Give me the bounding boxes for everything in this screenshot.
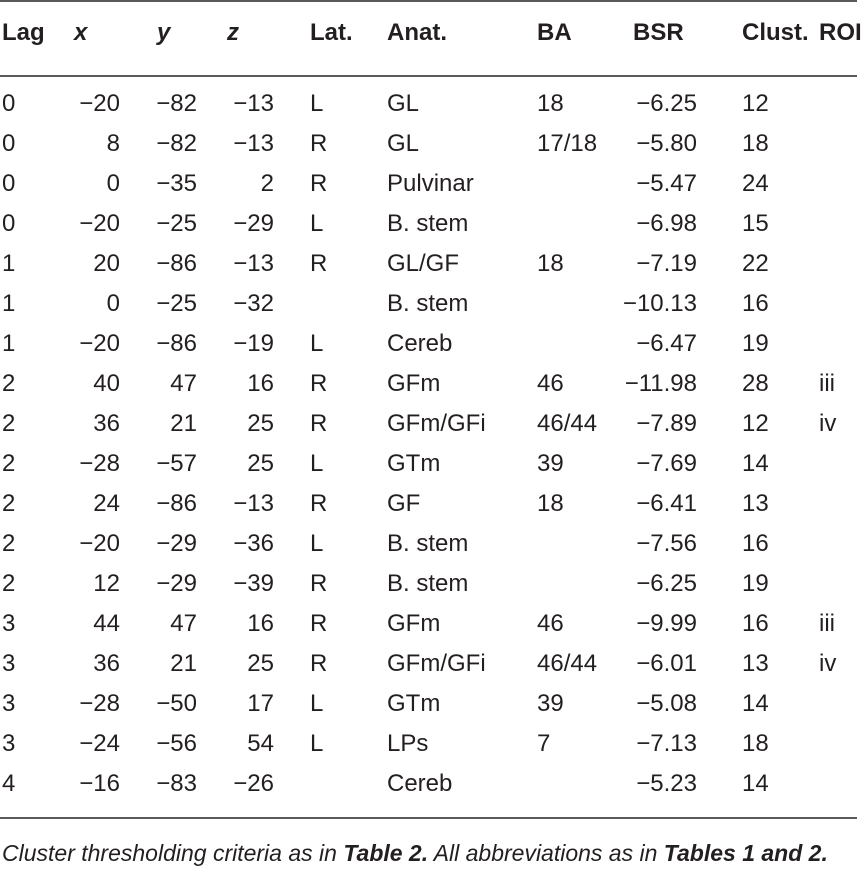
cell-clust: 19 [742,330,769,357]
cell-bsr: −11.98 [624,370,697,397]
cell-ba [487,324,587,364]
table-row [0,364,857,404]
cell-z: −13 [233,90,274,117]
col-header-clust: Clust. [742,19,809,46]
cell-roi [791,724,857,764]
cell-z: −13 [233,130,274,157]
cell-z: −13 [233,490,274,517]
cell-z: −39 [233,570,274,597]
cell-roi [791,204,857,244]
cell-ba [487,284,587,324]
cell-x: −28 [79,450,120,477]
cell-bsr: −6.25 [636,570,697,597]
cell-x: 20 [93,250,120,277]
cell-y: −25 [156,290,197,317]
col-header-ba: BA [537,19,572,46]
cell-anat: GFm [387,610,441,637]
cell-anat: LPs [387,730,429,757]
cell-z: −26 [233,770,274,797]
cell-lag: 1 [2,290,16,317]
cell-ba: 18 [537,250,564,277]
table-row [0,324,857,364]
cell-anat: GF [387,490,421,517]
cell-z: −36 [233,530,274,557]
cell-z: 25 [247,650,274,677]
cell-clust: 15 [742,210,769,237]
cell-bsr: −7.13 [636,730,697,757]
cell-y: −35 [156,170,197,197]
cell-roi: iii [819,370,835,397]
cell-y: −86 [156,250,197,277]
table-row [0,164,857,204]
cell-clust: 12 [742,90,769,117]
cell-x: −20 [79,530,120,557]
cell-ba [487,524,587,564]
cell-clust: 12 [742,410,769,437]
cell-anat: GL [387,130,420,157]
cell-z: 17 [247,690,274,717]
cell-lag: 2 [2,490,16,517]
cell-z: −29 [233,210,274,237]
cell-clust: 28 [742,370,769,397]
table-row [0,204,857,244]
cell-lat [274,764,355,804]
cell-anat: B. stem [387,530,469,557]
cell-ba: 46 [537,610,564,637]
cell-x: 36 [93,410,120,437]
table-row [0,724,857,764]
cell-bsr: −6.41 [636,490,697,517]
cell-bsr: −6.98 [636,210,697,237]
cell-lag: 4 [2,770,16,797]
cell-lat: R [310,570,328,597]
cell-lag: 1 [2,250,16,277]
cell-lat: R [310,650,328,677]
cell-roi [791,444,857,484]
cell-roi [791,244,857,284]
cell-z: 25 [247,410,274,437]
cell-y: 21 [170,650,197,677]
cell-roi [791,124,857,164]
cell-lat: L [310,210,324,237]
cell-lag: 0 [2,130,16,157]
cell-y: 47 [170,610,197,637]
cell-z: 54 [247,730,274,757]
cell-ba [487,204,587,244]
table-row [0,404,857,444]
table-2-reference: Table 2. [343,840,429,866]
table-row [0,604,857,644]
bottom-rule [0,817,857,819]
cell-x: 8 [106,130,120,157]
cell-y: −83 [156,770,197,797]
cell-bsr: −5.23 [636,770,697,797]
cell-ba: 46/44 [537,410,598,437]
table-row [0,524,857,564]
col-header-z: z [227,19,239,46]
col-header-y: y [157,19,171,46]
cell-lat: L [310,730,324,757]
cell-x: −20 [79,210,120,237]
cell-lag: 2 [2,450,16,477]
cell-clust: 19 [742,570,769,597]
cell-y: 21 [170,410,197,437]
cell-lat: R [310,170,328,197]
cell-ba: 18 [537,490,564,517]
cell-ba [487,564,587,604]
cell-lag: 3 [2,610,16,637]
cell-anat: GFm/GFi [387,650,486,677]
cell-x: 24 [93,490,120,517]
cell-lag: 0 [2,90,16,117]
table-row [0,764,857,804]
cell-lat [274,284,355,324]
cell-y: −50 [156,690,197,717]
table-row [0,484,857,524]
cell-y: −29 [156,530,197,557]
cell-x: −20 [79,90,120,117]
cell-lag: 3 [2,690,16,717]
cell-x: 0 [106,170,120,197]
cell-roi: iv [819,410,837,437]
cell-bsr: −7.19 [636,250,697,277]
cell-ba: 39 [537,690,564,717]
cell-bsr: −6.01 [636,650,697,677]
cell-roi [791,684,857,724]
cell-y: 47 [170,370,197,397]
cell-clust: 24 [742,170,769,197]
cell-lat: R [310,130,328,157]
cell-anat: Cereb [387,770,453,797]
cell-roi [791,324,857,364]
cell-z: −32 [233,290,274,317]
cell-lag: 3 [2,730,16,757]
cell-lag: 1 [2,330,16,357]
cell-x: 44 [93,610,120,637]
cell-x: −16 [79,770,120,797]
cell-lag: 3 [2,650,16,677]
cell-clust: 16 [742,610,769,637]
cell-lat: L [310,530,324,557]
cell-clust: 13 [742,650,769,677]
cell-roi [791,524,857,564]
cell-x: 0 [106,290,120,317]
cell-lat: R [310,610,328,637]
col-header-roi: ROI [819,19,862,46]
cell-clust: 18 [742,730,769,757]
cell-clust: 14 [742,450,769,477]
cell-anat: Cereb [387,330,453,357]
cell-y: −82 [156,90,197,117]
table-row [0,684,857,724]
table-row [0,444,857,484]
cell-lag: 2 [2,530,16,557]
cell-bsr: −5.08 [636,690,697,717]
cell-z: 16 [247,370,274,397]
table-row [0,124,857,164]
cell-ba [487,164,587,204]
col-header-anat: Anat. [387,19,447,46]
cell-roi [791,564,857,604]
tables-1-2-reference: Tables 1 and 2. [663,840,828,866]
cell-clust: 18 [742,130,769,157]
table-row [0,564,857,604]
cell-x: −24 [79,730,120,757]
cell-clust: 16 [742,530,769,557]
cell-lag: 0 [2,210,16,237]
cell-anat: GL/GF [387,250,460,277]
cell-lat: L [310,450,324,477]
cell-bsr: −5.80 [636,130,697,157]
cell-roi: iv [819,650,837,677]
table-footnote: Cluster thresholding criteria as in Table 2. All abbreviations as in Tables 1 and 2. [2,840,828,866]
cell-lag: 2 [2,410,16,437]
cell-anat: GFm [387,370,441,397]
cell-roi [791,84,857,124]
cell-anat: GFm/GFi [387,410,486,437]
cell-y: −29 [156,570,197,597]
cell-lag: 0 [2,170,16,197]
cell-clust: 13 [742,490,769,517]
cell-y: −25 [156,210,197,237]
cell-roi [791,484,857,524]
header-row [0,0,857,64]
cell-ba: 7 [537,730,551,757]
cell-ba [487,764,587,804]
col-header-x: x [74,19,88,46]
cell-ba: 18 [537,90,564,117]
cell-ba: 39 [537,450,564,477]
cell-anat: B. stem [387,210,469,237]
cell-anat: B. stem [387,570,469,597]
cell-lat: R [310,250,328,277]
cell-y: −57 [156,450,197,477]
cell-y: −86 [156,330,197,357]
col-header-bsr: BSR [633,19,684,46]
col-header-lat: Lat. [310,19,353,46]
cell-anat: GL [387,90,420,117]
cell-x: −20 [79,330,120,357]
cell-lat: L [310,90,324,117]
cell-roi [791,764,857,804]
cell-z: 2 [260,170,274,197]
cell-clust: 14 [742,770,769,797]
cell-anat: Pulvinar [387,170,474,197]
cell-bsr: −6.47 [636,330,697,357]
cell-clust: 14 [742,690,769,717]
cell-x: −28 [79,690,120,717]
cell-bsr: −10.13 [622,290,697,317]
cell-z: −13 [233,250,274,277]
cell-x: 40 [93,370,120,397]
cell-x: 36 [93,650,120,677]
cell-bsr: −6.25 [636,90,697,117]
cell-z: 25 [247,450,274,477]
cell-lag: 2 [2,370,16,397]
cell-x: 12 [93,570,120,597]
cell-lat: R [310,370,328,397]
cell-clust: 22 [742,250,769,277]
cell-bsr: −9.99 [636,610,697,637]
cell-lat: L [310,690,324,717]
cell-lat: R [310,410,328,437]
cell-lag: 2 [2,570,16,597]
cell-bsr: −7.89 [636,410,697,437]
cell-z: −19 [233,330,274,357]
cell-anat: B. stem [387,290,469,317]
cell-bsr: −7.69 [636,450,697,477]
cell-lat: L [310,330,324,357]
cell-roi [791,284,857,324]
cell-bsr: −7.56 [636,530,697,557]
cell-bsr: −5.47 [636,170,697,197]
cell-y: −86 [156,490,197,517]
cell-y: −56 [156,730,197,757]
table-row [0,284,857,324]
cell-ba: 17/18 [537,130,598,157]
cell-anat: GTm [387,690,441,717]
cell-z: 16 [247,610,274,637]
col-header-lag: Lag [2,19,45,46]
table-row [0,244,857,284]
cell-roi [791,164,857,204]
cell-y: −82 [156,130,197,157]
cell-roi: iii [819,610,835,637]
cell-anat: GTm [387,450,441,477]
table-row [0,84,857,124]
cell-ba: 46 [537,370,564,397]
cell-clust: 16 [742,290,769,317]
cell-lat: R [310,490,328,517]
table-row [0,644,857,684]
cell-ba: 46/44 [537,650,598,677]
